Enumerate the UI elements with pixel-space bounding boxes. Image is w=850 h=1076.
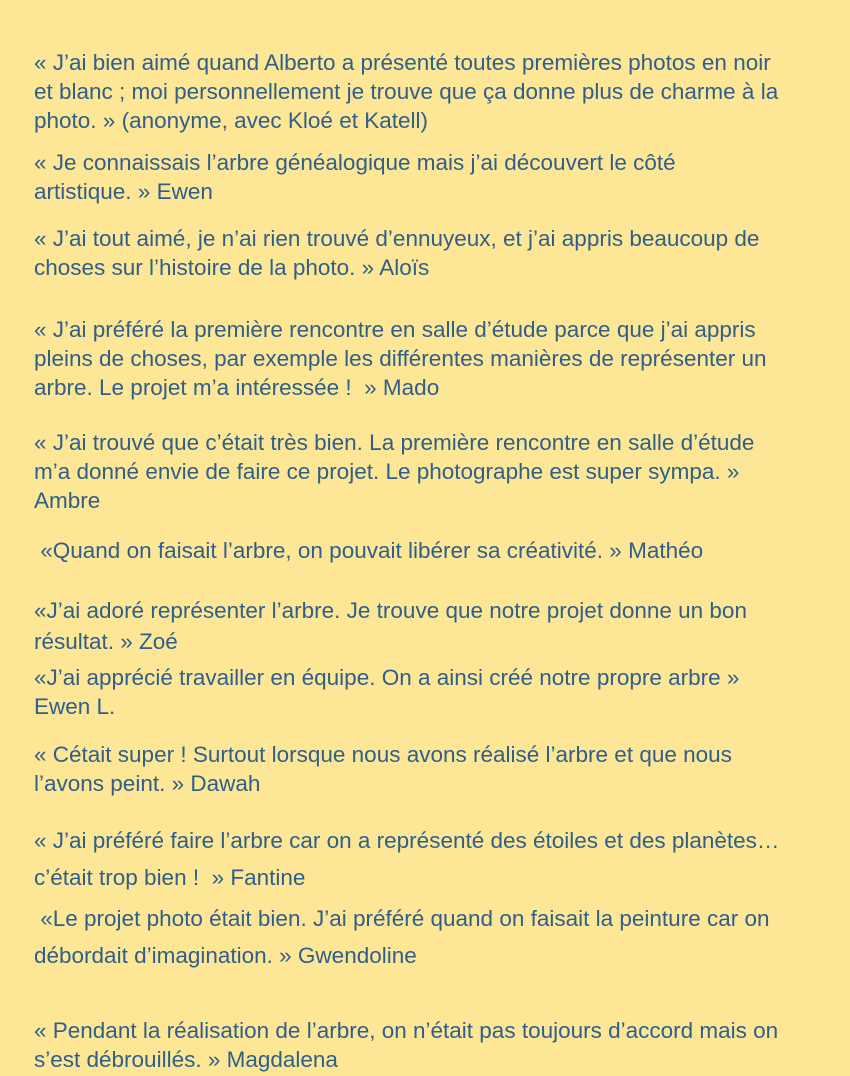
quote-paragraph (34, 900, 850, 974)
quote-line: « J’ai préféré faire l’arbre car on a représenté des étoiles et des planètes… (34, 828, 780, 853)
quote-paragraph (34, 428, 850, 515)
quote-line: Ambre (34, 488, 101, 513)
quote-line: c’était trop bien ! » Fantine (34, 865, 306, 890)
quote-line: «J’ai adoré représenter l’arbre. Je trouve que notre projet donne un bon (34, 598, 747, 623)
quote-paragraph (34, 740, 850, 798)
quote-line: l’avons peint. » Dawah (34, 771, 261, 796)
quote-paragraph (34, 595, 850, 657)
quote-line: « Cétait super ! Surtout lorsque nous avons réalisé l’arbre et que nous (34, 742, 732, 767)
quote-paragraph (34, 536, 850, 565)
quote-paragraph (34, 224, 850, 282)
quote-paragraph (34, 822, 850, 896)
quote-line: « J’ai préféré la première rencontre en salle d’étude parce que j’ai appris (34, 317, 756, 342)
quote-line: s’est débrouillés. » Magdalena (34, 1047, 338, 1072)
quote-line: arbre. Le projet m’a intéressée ! » Mado (34, 375, 440, 400)
quote-paragraph (34, 315, 850, 402)
quote-paragraph (34, 148, 850, 206)
quote-line: Ewen L. (34, 694, 116, 719)
quote-line: «Quand on faisait l’arbre, on pouvait libérer sa créativité. » Mathéo (34, 538, 704, 563)
quote-line: choses sur l’histoire de la photo. » Aloïs (34, 255, 430, 280)
quote-line: « J’ai trouvé que c’était très bien. La première rencontre en salle d’étude (34, 430, 755, 455)
quote-line: m’a donné envie de faire ce projet. Le photographe est super sympa. » (34, 459, 740, 484)
quote-paragraph (34, 48, 850, 135)
quote-line: « J’ai tout aimé, je n’ai rien trouvé d’ennuyeux, et j’ai appris beaucoup de (34, 226, 760, 251)
quote-line: et blanc ; moi personnellement je trouve que ça donne plus de charme à la (34, 79, 779, 104)
quote-paragraph (34, 1016, 850, 1074)
quote-line: «J’ai apprécié travailler en équipe. On a ainsi créé notre propre arbre » (34, 665, 740, 690)
quote-line: « Je connaissais l’arbre généalogique mais j’ai découvert le côté (34, 150, 676, 175)
quote-paragraph (34, 663, 850, 721)
quote-line: débordait d’imagination. » Gwendoline (34, 943, 417, 968)
quote-line: pleins de choses, par exemple les différentes manières de représenter un (34, 346, 767, 371)
quote-line: «Le projet photo était bien. J’ai préféré quand on faisait la peinture car on (34, 906, 770, 931)
quote-line: « Pendant la réalisation de l’arbre, on n’était pas toujours d’accord mais on (34, 1018, 779, 1043)
quote-line: photo. » (anonyme, avec Kloé et Katell) (34, 108, 428, 133)
quote-line: résultat. » Zoé (34, 629, 178, 654)
quote-line: artistique. » Ewen (34, 179, 213, 204)
quote-line: « J’ai bien aimé quand Alberto a présenté toutes premières photos en noir (34, 50, 771, 75)
